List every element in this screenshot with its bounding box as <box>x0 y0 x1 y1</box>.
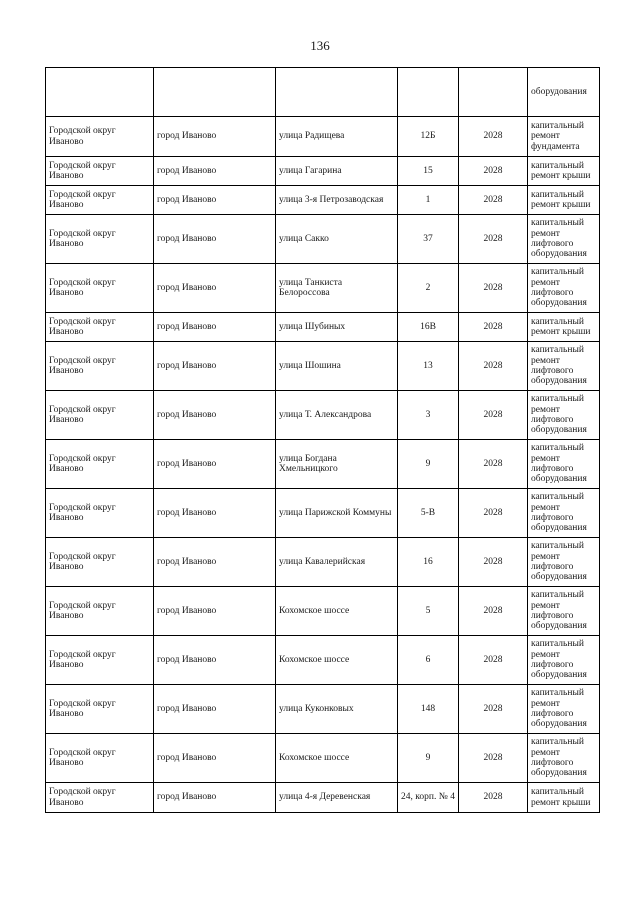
cell-street: улица Парижской Коммуны <box>276 489 398 538</box>
cell-locality: город Иваново <box>154 489 276 538</box>
cell-street: улица Куконковых <box>276 685 398 734</box>
cell-house: 9 <box>398 734 459 783</box>
table-row <box>46 117 600 157</box>
cell-year: 2028 <box>459 489 528 538</box>
cell-locality: город Иваново <box>154 313 276 342</box>
cell-municipality: Городской округ Иваново <box>46 342 154 391</box>
cell-year: 2028 <box>459 734 528 783</box>
table-row <box>46 636 600 685</box>
cell-house: 16 <box>398 538 459 587</box>
cell-work-type: капитальный ремонт лифтового оборудования <box>528 440 600 489</box>
cell-work-type: капитальный ремонт лифтового оборудования <box>528 538 600 587</box>
cell-locality: город Иваново <box>154 157 276 186</box>
cell-street: улица Гагарина <box>276 157 398 186</box>
cell-locality: город Иваново <box>154 117 276 157</box>
cell-municipality: Городской округ Иваново <box>46 264 154 313</box>
cell-year: 2028 <box>459 117 528 157</box>
cell-house: 148 <box>398 685 459 734</box>
table-row <box>46 313 600 342</box>
cell-year: 2028 <box>459 391 528 440</box>
cell-municipality: Городской округ Иваново <box>46 489 154 538</box>
cell-locality: город Иваново <box>154 587 276 636</box>
cell-municipality: Городской округ Иваново <box>46 186 154 215</box>
cell-work-type: капитальный ремонт лифтового оборудования <box>528 215 600 264</box>
cell-year: 2028 <box>459 157 528 186</box>
cell-street: улица Танкиста Белороссова <box>276 264 398 313</box>
table-row <box>46 264 600 313</box>
cell-year: 2028 <box>459 264 528 313</box>
cell-house: 2 <box>398 264 459 313</box>
cell-house: 1 <box>398 186 459 215</box>
table-row <box>46 186 600 215</box>
cell-house: 16В <box>398 313 459 342</box>
cell-work-type: капитальный ремонт лифтового оборудования <box>528 636 600 685</box>
cell-municipality: Городской округ Иваново <box>46 734 154 783</box>
cell-work-type: оборудования <box>528 68 600 117</box>
cell-year: 2028 <box>459 538 528 587</box>
cell-year: 2028 <box>459 587 528 636</box>
cell-locality: город Иваново <box>154 538 276 587</box>
cell-municipality: Городской округ Иваново <box>46 636 154 685</box>
cell-year: 2028 <box>459 215 528 264</box>
table-row <box>46 538 600 587</box>
cell-street: улица Т. Александрова <box>276 391 398 440</box>
cell-municipality: Городской округ Иваново <box>46 538 154 587</box>
cell-year: 2028 <box>459 783 528 813</box>
cell-house: 5 <box>398 587 459 636</box>
cell-municipality: Городской округ Иваново <box>46 783 154 813</box>
cell-street: Кохомское шоссе <box>276 587 398 636</box>
cell-locality: город Иваново <box>154 636 276 685</box>
cell-municipality: Городской округ Иваново <box>46 117 154 157</box>
cell-municipality <box>46 68 154 117</box>
cell-locality: город Иваново <box>154 783 276 813</box>
cell-municipality: Городской округ Иваново <box>46 587 154 636</box>
cell-house: 15 <box>398 157 459 186</box>
cell-locality: город Иваново <box>154 186 276 215</box>
cell-house: 13 <box>398 342 459 391</box>
cell-work-type: капитальный ремонт лифтового оборудования <box>528 587 600 636</box>
cell-work-type: капитальный ремонт лифтового оборудования <box>528 489 600 538</box>
cell-work-type: капитальный ремонт крыши <box>528 157 600 186</box>
repair-schedule-table <box>45 67 600 813</box>
table-row <box>46 489 600 538</box>
cell-work-type: капитальный ремонт лифтового оборудования <box>528 264 600 313</box>
cell-locality: город Иваново <box>154 342 276 391</box>
cell-locality <box>154 68 276 117</box>
table-row <box>46 685 600 734</box>
cell-house: 5-В <box>398 489 459 538</box>
cell-work-type: капитальный ремонт фундамента <box>528 117 600 157</box>
cell-work-type: капитальный ремонт лифтового оборудования <box>528 734 600 783</box>
cell-locality: город Иваново <box>154 685 276 734</box>
table-row <box>46 157 600 186</box>
cell-house <box>398 68 459 117</box>
cell-municipality: Городской округ Иваново <box>46 215 154 264</box>
cell-municipality: Городской округ Иваново <box>46 685 154 734</box>
cell-street: улица Богдана Хмельницкого <box>276 440 398 489</box>
cell-street: улица 3-я Петрозаводская <box>276 186 398 215</box>
cell-street: улица Шошина <box>276 342 398 391</box>
cell-house: 24, корп. № 4 <box>398 783 459 813</box>
cell-year: 2028 <box>459 440 528 489</box>
cell-year: 2028 <box>459 313 528 342</box>
cell-street <box>276 68 398 117</box>
table-row <box>46 440 600 489</box>
cell-street: Кохомское шоссе <box>276 734 398 783</box>
cell-municipality: Городской округ Иваново <box>46 313 154 342</box>
cell-street: Кохомское шоссе <box>276 636 398 685</box>
cell-house: 6 <box>398 636 459 685</box>
table-row <box>46 783 600 813</box>
cell-house: 3 <box>398 391 459 440</box>
table-row <box>46 391 600 440</box>
cell-work-type: капитальный ремонт лифтового оборудования <box>528 342 600 391</box>
cell-municipality: Городской округ Иваново <box>46 157 154 186</box>
cell-street: улица Сакко <box>276 215 398 264</box>
cell-year <box>459 68 528 117</box>
cell-work-type: капитальный ремонт крыши <box>528 313 600 342</box>
cell-work-type: капитальный ремонт крыши <box>528 783 600 813</box>
cell-locality: город Иваново <box>154 264 276 313</box>
table-row <box>46 734 600 783</box>
table-row <box>46 342 600 391</box>
cell-work-type: капитальный ремонт лифтового оборудования <box>528 685 600 734</box>
cell-street: улица Кавалерийская <box>276 538 398 587</box>
cell-locality: город Иваново <box>154 391 276 440</box>
cell-year: 2028 <box>459 186 528 215</box>
table-row-continuation <box>46 68 600 117</box>
cell-municipality: Городской округ Иваново <box>46 391 154 440</box>
cell-house: 12Б <box>398 117 459 157</box>
cell-year: 2028 <box>459 636 528 685</box>
cell-locality: город Иваново <box>154 440 276 489</box>
cell-work-type: капитальный ремонт лифтового оборудования <box>528 391 600 440</box>
cell-house: 37 <box>398 215 459 264</box>
cell-street: улица Радищева <box>276 117 398 157</box>
table-body <box>46 68 600 813</box>
table-row <box>46 215 600 264</box>
page-number: 136 <box>310 38 330 53</box>
cell-street: улица Шубиных <box>276 313 398 342</box>
cell-locality: город Иваново <box>154 215 276 264</box>
cell-municipality: Городской округ Иваново <box>46 440 154 489</box>
cell-house: 9 <box>398 440 459 489</box>
cell-work-type: капитальный ремонт крыши <box>528 186 600 215</box>
table-row <box>46 587 600 636</box>
cell-year: 2028 <box>459 685 528 734</box>
cell-street: улица 4-я Деревенская <box>276 783 398 813</box>
cell-year: 2028 <box>459 342 528 391</box>
cell-locality: город Иваново <box>154 734 276 783</box>
